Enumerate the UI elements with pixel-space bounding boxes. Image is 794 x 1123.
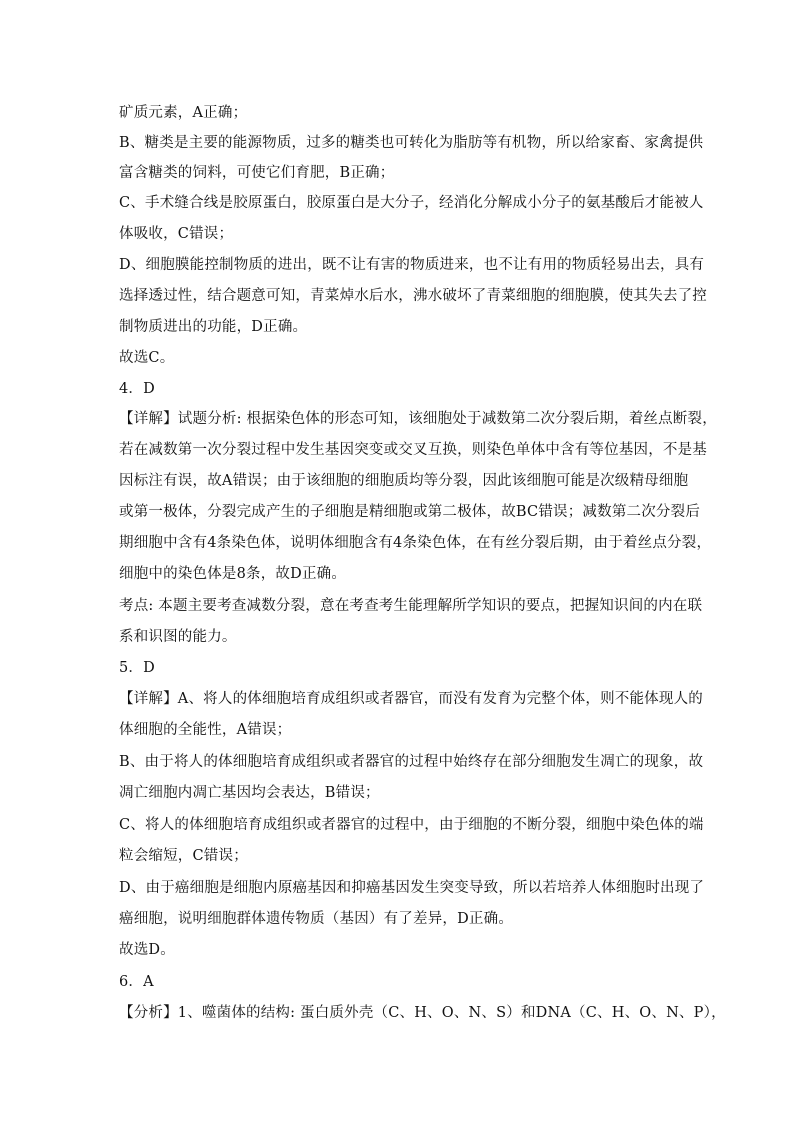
text-line: 期细胞中含有4条染色体，说明体细胞含有4条染色体，在有丝分裂后期，由于着丝点分裂， bbox=[119, 535, 712, 551]
question-number: 6．A bbox=[119, 974, 154, 990]
text-line: 系和识图的能力。 bbox=[119, 629, 237, 645]
text-line: 考点: 本题主要考查减数分裂，意在考查考生能理解所学知识的要点，把握知识间的内在联 bbox=[119, 598, 703, 614]
text-line: 因标注有误，故A错误；由于该细胞的细胞质均等分裂，因此该细胞可能是次级精母细胞 bbox=[119, 473, 689, 489]
text-line: 矿质元素，A正确； bbox=[119, 105, 248, 121]
text-line: 富含糖类的饲料，可使它们育肥，B正确； bbox=[119, 165, 395, 181]
question-number: 4．D bbox=[119, 381, 155, 397]
text-line: 故选C。 bbox=[119, 350, 175, 366]
text-line: 癌细胞，说明细胞群体遗传物质（基因）有了差异，D正确。 bbox=[119, 911, 514, 927]
text-line: B、由于将人的体细胞培育成组织或者器官的过程中始终存在部分细胞发生凋亡的现象，故 bbox=[119, 754, 704, 770]
text-line: C、手术缝合线是胶原蛋白，胶原蛋白是大分子，经消化分解成小分子的氨基酸后才能被人 bbox=[119, 195, 704, 211]
text-line: 凋亡细胞内凋亡基因均会表达，B错误； bbox=[119, 785, 380, 801]
text-line: 选择透过性，结合题意可知，青菜焯水后水，沸水破坏了青菜细胞的细胞膜，使其失去了控 bbox=[119, 288, 707, 304]
text-line: 体吸收，C错误； bbox=[119, 226, 234, 242]
text-line: 制物质进出的功能，D正确。 bbox=[119, 319, 308, 335]
text-line: 故选D。 bbox=[119, 942, 175, 958]
text-line: 【详解】试题分析: 根据染色体的形态可知，该细胞处于减数第二次分裂后期，着丝点断裂， bbox=[119, 411, 717, 427]
text-line: 细胞中的染色体是8条，故D正确。 bbox=[119, 566, 347, 582]
text-line: 【详解】A、将人的体细胞培育成组织或者器官，而没有发育为完整个体，则不能体现人的 bbox=[119, 691, 703, 707]
text-line: 若在减数第一次分裂过程中发生基因突变或交叉互换，则染色单体中含有等位基因，不是基 bbox=[119, 442, 707, 458]
text-line: 体细胞的全能性，A错误； bbox=[119, 722, 292, 738]
text-line: 或第一极体，分裂完成产生的子细胞是精细胞或第二极体，故BC错误；减数第二次分裂后 bbox=[119, 504, 701, 520]
text-line: C、将人的体细胞培育成组织或者器官的过程中，由于细胞的不断分裂，细胞中染色体的端 bbox=[119, 817, 704, 833]
text-line: 粒会缩短，C错误； bbox=[119, 848, 248, 864]
text-line: D、细胞膜能控制物质的进出，既不让有害的物质进来，也不让有用的物质轻易出去，具有 bbox=[119, 257, 705, 273]
text-line: B、糖类是主要的能源物质，过多的糖类也可转化为脂肪等有机物，所以给家畜、家禽提供 bbox=[119, 135, 704, 151]
question-number: 5．D bbox=[119, 660, 155, 676]
text-line: 【分析】1、噬菌体的结构: 蛋白质外壳（C、H、O、N、S）和DNA（C、H、O、N、P）， bbox=[119, 1005, 726, 1021]
text-line: D、由于癌细胞是细胞内原癌基因和抑癌基因发生突变导致，所以若培养人体细胞时出现了 bbox=[119, 880, 705, 896]
